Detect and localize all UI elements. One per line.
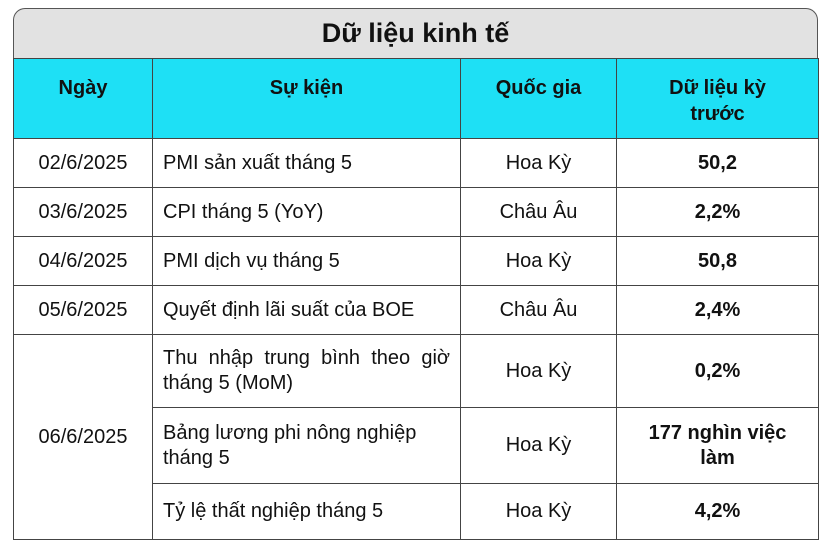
- table-row: [14, 237, 819, 286]
- row-previous: 50,2: [617, 139, 819, 188]
- row-country: Hoa Kỳ: [461, 408, 617, 484]
- row-event: Thu nhập trung bình theo giờ tháng 5 (MoM): [153, 335, 461, 408]
- row-previous: 2,2%: [617, 188, 819, 237]
- row-country: Hoa Kỳ: [461, 484, 617, 540]
- table-header-row: [14, 59, 819, 139]
- panel-title: Dữ liệu kinh tế: [13, 8, 818, 58]
- table-row: [14, 335, 819, 408]
- row-event: Quyết định lãi suất của BOE: [153, 286, 461, 335]
- row-country: Hoa Kỳ: [461, 335, 617, 408]
- row-previous: 0,2%: [617, 335, 819, 408]
- row-event: Bảng lương phi nông nghiệp tháng 5: [153, 408, 461, 484]
- table-row: [14, 286, 819, 335]
- economic-calendar-table: [13, 58, 819, 540]
- header-date: Ngày: [14, 59, 153, 139]
- row-date: 02/6/2025: [14, 139, 153, 188]
- row-date: 03/6/2025: [14, 188, 153, 237]
- row-previous: 4,2%: [617, 484, 819, 540]
- row-previous: 2,4%: [617, 286, 819, 335]
- table-row: [14, 139, 819, 188]
- header-previous: Dữ liệu kỳ trước: [617, 59, 819, 139]
- row-event: PMI sản xuất tháng 5: [153, 139, 461, 188]
- row-event: PMI dịch vụ tháng 5: [153, 237, 461, 286]
- header-event: Sự kiện: [153, 59, 461, 139]
- row-date: 05/6/2025: [14, 286, 153, 335]
- economic-data-panel: [13, 8, 818, 540]
- row-country: Châu Âu: [461, 286, 617, 335]
- table-row: [14, 188, 819, 237]
- row-event: CPI tháng 5 (YoY): [153, 188, 461, 237]
- row-country: Châu Âu: [461, 188, 617, 237]
- row-previous: 50,8: [617, 237, 819, 286]
- header-country: Quốc gia: [461, 59, 617, 139]
- row-event: Tỷ lệ thất nghiệp tháng 5: [153, 484, 461, 540]
- row-date: 04/6/2025: [14, 237, 153, 286]
- row-country: Hoa Kỳ: [461, 139, 617, 188]
- row-previous: 177 nghìn việc làm: [617, 408, 819, 484]
- row-country: Hoa Kỳ: [461, 237, 617, 286]
- row-date: 06/6/2025: [14, 335, 153, 540]
